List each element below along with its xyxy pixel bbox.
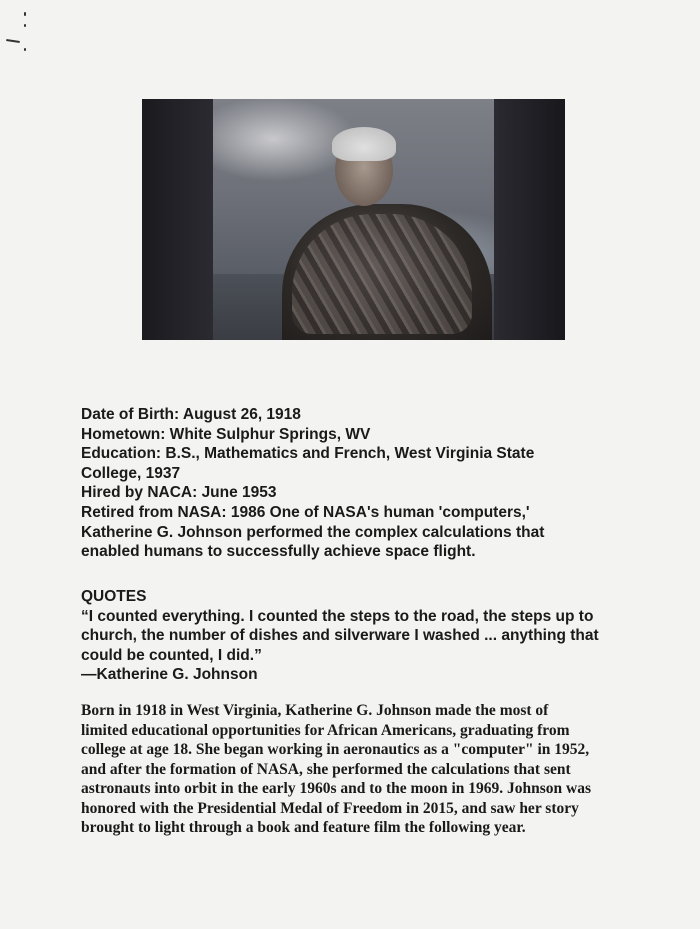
date-of-birth: Date of Birth: August 26, 1918 [81,406,301,423]
scan-speck [24,12,26,16]
scan-speck [6,39,20,43]
portrait-photo [142,99,565,340]
photo-left-border [142,99,213,340]
retired-line: enabled humans to successfully achieve space flight. [81,543,476,561]
quote-line: could be counted, I did.” [81,646,262,664]
biography-paragraph [81,701,641,838]
scan-speck [24,24,26,27]
biography-line: honored with the Presidential Medal of Freedom in 2015, and saw her story [81,799,579,817]
biography-line: college at age 18. She began working in aeronautics as a "computer" in 1952, [81,741,590,758]
scan-speck [24,48,26,51]
biography-line: Born in 1918 in West Virginia, Katherine G. Johnson made the most of [81,702,549,719]
biography-line: limited educational opportunities for African Americans, graduating from [81,721,570,739]
education-line: Education: B.S., Mathematics and French, West Virginia State [81,445,535,463]
portrait-hair [332,127,396,161]
education-line: College, 1937 [81,464,181,482]
bio-facts [81,405,601,562]
quote-line: “I counted everything. I counted the steps to the road, the steps up to [81,607,594,625]
hometown: Hometown: White Sulphur Springs, WV [81,425,371,443]
retired-line: Katherine G. Johnson performed the complex calculations that [81,523,545,541]
quotes-heading: QUOTES [81,588,147,605]
retired-line: Retired from NASA: 1986 One of NASA's human 'computers,' [81,503,530,521]
biography-line: brought to light through a book and feature film the following year. [81,819,526,836]
quote-attribution: —Katherine G. Johnson [81,666,258,684]
biography-line: astronauts into orbit in the early 1960s and to the moon in 1969. Johnson was [81,780,591,797]
quotes-section [81,587,641,685]
hired-date: Hired by NACA: June 1953 [81,484,277,502]
photo-right-border [494,99,565,340]
quote-line: church, the number of dishes and silverware I washed ... anything that [81,627,599,645]
biography-line: and after the formation of NASA, she performed the calculations that sent [81,760,571,778]
